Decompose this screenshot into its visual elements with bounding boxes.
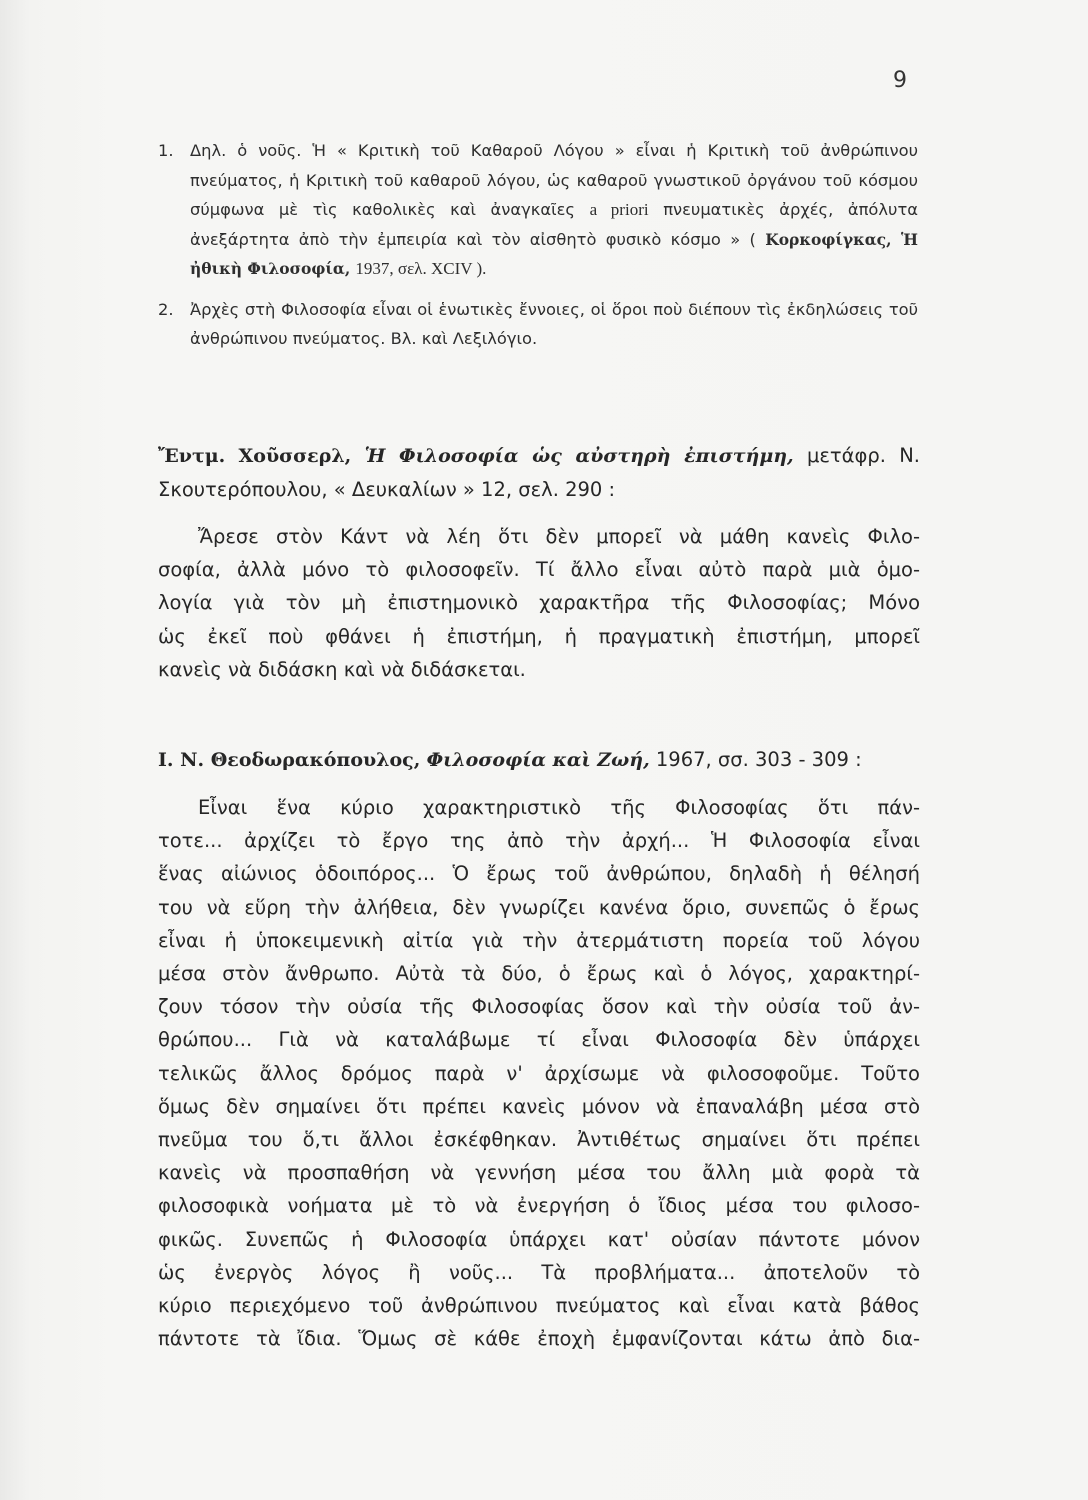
quote-line: ζουν τόσον τὴν οὐσία τῆς Φιλοσοφίας ὅσον καὶ τὴν οὐσία τοῦ ἀν- bbox=[158, 995, 920, 1019]
quote-line: πνεῦμα του ὅ,τι ἄλλοι ἐσκέφθηκαν. Ἀντιθέτως σημαίνει ὅτι πρέπει bbox=[158, 1128, 920, 1152]
excerpt-source: 1967, σσ. 303 - 309 : bbox=[655, 748, 862, 771]
quote-line: κανεὶς νὰ προσπαθήση νὰ γεννήση μέσα του ἄλλη μιὰ φορὰ τὰ bbox=[158, 1161, 920, 1185]
excerpt-title: Φιλοσοφία καὶ Ζωή, bbox=[426, 749, 650, 771]
quote-line: ὅμως δὲν σημαίνει ὅτι πρέπει κανεὶς μόνον νὰ ἐπαναλάβη μέσα στὸ bbox=[158, 1094, 920, 1118]
excerpt-heading bbox=[158, 439, 920, 506]
footnote-text: Ἀρχὲς στὴ Φιλοσοφία εἶναι οἱ ἑνωτικὲς ἔννοιες, οἱ ὅροι ποὺ διέπουν τὶς ἐκδηλώσεις τοῦ ἀνθρώπινου πνεύματος. Βλ. καὶ Λεξιλόγιο. bbox=[190, 299, 918, 348]
footnote-1 bbox=[158, 136, 918, 284]
footnote-number: 2. bbox=[158, 299, 174, 319]
excerpt-prefix: Ἔντμ. bbox=[158, 445, 226, 467]
quote-line: τοτε... ἀρχίζει τὸ ἔργο της ἀπὸ τὴν ἀρχή... Ἡ Φιλοσοφία εἶναι bbox=[158, 829, 920, 853]
footnote-text-continued: πνευματικὲς ἀρχές, ἀπόλυτα ἀνεξάρτητα ἀπὸ τὴν ἐμπειρία καὶ τὸν αἰσθητὸ φυσικὸ κόσμο » ( bbox=[190, 200, 918, 249]
excerpt-author: Ι. Ν. Θεοδωρακόπουλος, bbox=[158, 749, 421, 771]
quote-line: θρώπου... Γιὰ νὰ καταλάβωμε τί εἶναι Φιλοσοφία δὲν ὑπάρχει bbox=[158, 1028, 920, 1052]
quote-line: του νὰ εὕρη τὴν ἀλήθεια, δὲν γνωρίζει κανένα ὅριο, συνεπῶς ὁ ἔρως bbox=[158, 895, 920, 919]
excerpt-quote bbox=[158, 520, 920, 686]
excerpt-author: Χοῦσσερλ, bbox=[238, 445, 352, 467]
excerpt-heading bbox=[158, 743, 920, 777]
excerpt-source: μετάφρ. Ν. Σκουτερόπουλου, « Δευκαλίων » 12, σελ. 290 : bbox=[158, 444, 921, 501]
quote-line: Εἶναι ἕνα κύριο χαρακτηριστικὸ τῆς Φιλοσοφίας ὅτι πάν- bbox=[198, 796, 920, 819]
quote-line: ὡς ἐνεργὸς λόγος ἢ νοῦς... Τὰ προβλήματα... ἀποτελοῦν τὸ bbox=[158, 1260, 920, 1284]
excerpt-husserl bbox=[158, 439, 920, 686]
quote-line: τελικῶς ἄλλος δρόμος παρὰ ν' ἀρχίσωμε νὰ φιλοσοφοῦμε. Τοῦτο bbox=[158, 1061, 920, 1085]
quote-line: ἕνας αἰώνιος ὁδοιπόρος... Ὁ ἔρως τοῦ ἀνθρώπου, δηλαδὴ ἡ θέλησή bbox=[158, 862, 920, 886]
quote-line: φικῶς. Συνεπῶς ἡ Φιλοσοφία ὑπάρχει κατ' οὐσίαν πάντοτε μόνον bbox=[158, 1227, 920, 1251]
quote-line: φιλοσοφικὰ νοήματα μὲ τὸ νὰ ἐνεργήση ὁ ἴδιος μέσα του φιλοσο- bbox=[158, 1194, 920, 1218]
quote-line: μέσα στὸν ἄνθρωπο. Αὐτὰ τὰ δύο, ὁ ἔρως καὶ ὁ λόγος, χαρακτηρί- bbox=[158, 962, 920, 986]
quote-line: ὡς ἐκεῖ ποὺ φθάνει ἡ ἐπιστήμη, ἡ πραγματικὴ ἐπιστήμη, μπορεῖ bbox=[158, 624, 920, 648]
excerpt-quote bbox=[158, 791, 920, 1355]
footnote-number: 1. bbox=[158, 141, 174, 160]
quote-line: κύριο περιεχόμενο τοῦ ἀνθρώπινου πνεύματος καὶ εἶναι κατὰ βάθος bbox=[158, 1294, 920, 1318]
footnotes bbox=[158, 136, 918, 354]
footnote-2 bbox=[158, 295, 918, 354]
quote-line: πάντοτε τὰ ἴδια. Ὅμως σὲ κάθε ἐποχὴ ἐμφανίζονται κάτω ἀπὸ δια- bbox=[158, 1327, 920, 1351]
quote-line: λογία γιὰ τὸν μὴ ἐπιστημονικὸ χαρακτῆρα τῆς Φιλοσοφίας; Μόνο bbox=[158, 591, 920, 615]
footnote-citation-details: 1937, σελ. XCIV ). bbox=[355, 259, 487, 278]
quote-line: σοφία, ἀλλὰ μόνο τὸ φιλοσοφεῖν. Τί ἄλλο εἶναι αὐτὸ παρὰ μιὰ ὁμο- bbox=[158, 558, 920, 582]
footnote-text: Δηλ. ὁ νοῦς. Ἡ « Κριτικὴ τοῦ Καθαροῦ Λόγου » εἶναι ἡ Κριτικὴ τοῦ ἀνθρώπινου πνεύματος, ἡ Κριτικὴ τοῦ καθαροῦ λόγου, ὡς καθαροῦ γνωστικοῦ ὀργάνου τοῦ κόσμου σύμφωνα μὲ τὶς καθολικὲς καὶ ἀναγκαῖες bbox=[190, 141, 918, 219]
page-number: 9 bbox=[893, 68, 907, 93]
excerpt-theodorakopoulos bbox=[158, 743, 920, 1355]
footnote-latin-term: a priori bbox=[589, 200, 649, 219]
quote-line: κανεὶς νὰ διδάσκη καὶ νὰ διδάσκεται. bbox=[158, 657, 526, 681]
quote-line: εἶναι ἡ ὑποκειμενικὴ αἰτία γιὰ τὴν ἀτερμάτιστη πορεία τοῦ λόγου bbox=[158, 928, 920, 952]
excerpt-title: Ἡ Φιλοσοφία ὡς αὐστηρὴ ἐπιστήμη, bbox=[364, 445, 794, 467]
quote-line: Ἄρεσε στὸν Κάντ νὰ λέη ὅτι δὲν μπορεῖ νὰ μάθη κανεὶς Φιλο- bbox=[198, 525, 920, 548]
footnote-citation-author: Κορκοφίγκας, Ἡ ἠθικὴ Φιλοσοφία, bbox=[190, 229, 918, 278]
